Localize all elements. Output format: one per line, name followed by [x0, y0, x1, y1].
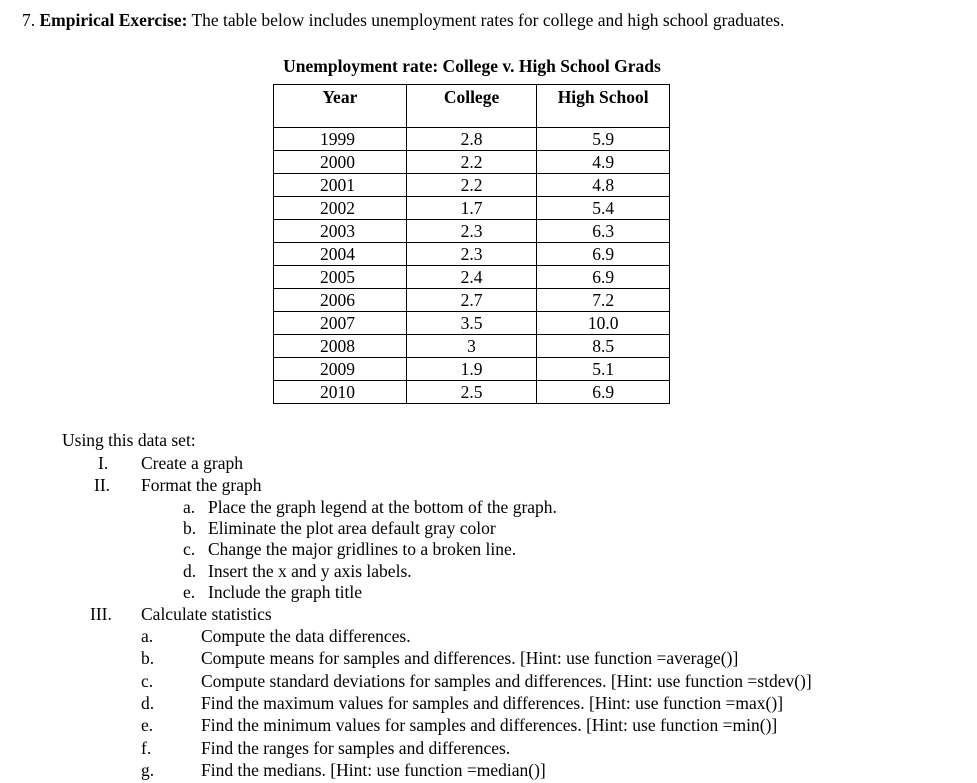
step-text: Create a graph: [141, 453, 244, 473]
cell-college: 3: [406, 335, 537, 358]
sub-text: Change the major gridlines to a broken line.: [208, 539, 517, 559]
cell-college: 2.5: [406, 381, 537, 404]
cell-year: 2008: [274, 335, 407, 358]
header-year: Year: [274, 85, 407, 128]
cell-high-school: 6.9: [537, 266, 670, 289]
header-high-school-label: High School: [557, 87, 649, 107]
cell-high-school: 8.5: [537, 335, 670, 358]
cell-high-school: 7.2: [537, 289, 670, 312]
cell-high-school: 5.1: [537, 358, 670, 381]
sub-text: Insert the x and y axis labels.: [208, 561, 412, 581]
table-row: [274, 128, 670, 151]
cell-college: 2.4: [406, 266, 537, 289]
table-row: [274, 220, 670, 243]
step-marker: III.: [90, 604, 112, 624]
cell-high-school: 5.4: [537, 197, 670, 220]
exercise-text: The table below includes unemployment rates for college and high school graduates.: [191, 10, 785, 30]
cell-year: 2001: [274, 174, 407, 197]
exercise-number: 7.: [22, 10, 36, 30]
sub-text: Place the graph legend at the bottom of the graph.: [208, 497, 557, 517]
table-header-row: [274, 85, 670, 128]
sub-text: Include the graph title: [208, 582, 363, 602]
cell-high-school: 6.3: [537, 220, 670, 243]
cell-year: 2000: [274, 151, 407, 174]
cell-college: 2.8: [406, 128, 537, 151]
cell-high-school: 6.9: [537, 381, 670, 404]
cell-college: 1.9: [406, 358, 537, 381]
sub-marker: e.: [141, 715, 154, 735]
header-college: College: [406, 85, 537, 128]
cell-college: 2.2: [406, 151, 537, 174]
cell-high-school: 4.9: [537, 151, 670, 174]
cell-college: 1.7: [406, 197, 537, 220]
table-row: [274, 289, 670, 312]
sub-text: Find the medians. [Hint: use function =median()]: [201, 760, 546, 780]
table-row: [274, 243, 670, 266]
sub-text: Compute the data differences.: [201, 626, 411, 646]
cell-college: 2.3: [406, 220, 537, 243]
table-row: [274, 358, 670, 381]
table-row: [274, 197, 670, 220]
cell-college: 2.3: [406, 243, 537, 266]
cell-college: 3.5: [406, 312, 537, 335]
table-row: [274, 312, 670, 335]
cell-year: 2006: [274, 289, 407, 312]
cell-year: 2003: [274, 220, 407, 243]
cell-year: 2002: [274, 197, 407, 220]
instructions-lead: Using this data set:: [62, 430, 196, 450]
sub-marker: b.: [141, 648, 155, 668]
sub-marker: e.: [183, 582, 196, 602]
cell-year: 1999: [274, 128, 407, 151]
cell-high-school: 5.9: [537, 128, 670, 151]
sub-text: Eliminate the plot area default gray color: [208, 518, 496, 538]
sub-marker: b.: [183, 518, 197, 538]
table-row: [274, 174, 670, 197]
table-row: [274, 335, 670, 358]
exercise-intro: [22, 10, 784, 31]
cell-year: 2009: [274, 358, 407, 381]
sub-marker: f.: [141, 738, 152, 758]
sub-text: Compute means for samples and differences. [Hint: use function =average()]: [201, 648, 739, 668]
cell-year: 2007: [274, 312, 407, 335]
step-text: Calculate statistics: [141, 604, 272, 624]
table-row: [274, 381, 670, 404]
cell-high-school: 4.8: [537, 174, 670, 197]
exercise-label: Empirical Exercise:: [39, 10, 188, 30]
table-title: Unemployment rate: College v. High School Grads: [283, 56, 661, 76]
sub-marker: a.: [183, 497, 196, 517]
sub-text: Compute standard deviations for samples and differences. [Hint: use function =stdev()]: [201, 671, 812, 691]
sub-text: Find the maximum values for samples and differences. [Hint: use function =max()]: [201, 693, 784, 713]
sub-marker: a.: [141, 626, 154, 646]
cell-college: 2.2: [406, 174, 537, 197]
step-marker: II.: [94, 475, 111, 495]
sub-marker: g.: [141, 760, 155, 780]
cell-year: 2010: [274, 381, 407, 404]
sub-text: Find the ranges for samples and differences.: [201, 738, 511, 758]
sub-marker: c.: [183, 539, 196, 559]
cell-high-school: 10.0: [537, 312, 670, 335]
table-row: [274, 266, 670, 289]
sub-text: Find the minimum values for samples and differences. [Hint: use function =min()]: [201, 715, 778, 735]
table-row: [274, 151, 670, 174]
header-high-school: [537, 85, 670, 128]
sub-marker: c.: [141, 671, 154, 691]
sub-marker: d.: [183, 561, 197, 581]
cell-year: 2005: [274, 266, 407, 289]
cell-year: 2004: [274, 243, 407, 266]
step-text: Format the graph: [141, 475, 262, 495]
cell-college: 2.7: [406, 289, 537, 312]
step-marker: I.: [98, 453, 109, 473]
cell-high-school: 6.9: [537, 243, 670, 266]
unemployment-table: [273, 84, 670, 404]
sub-marker: d.: [141, 693, 155, 713]
